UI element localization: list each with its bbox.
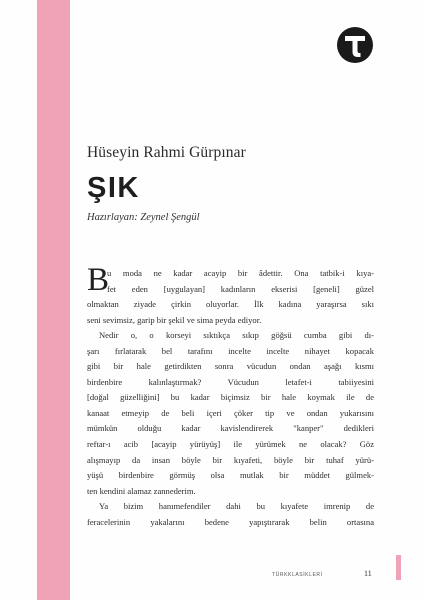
text-line: mümkün olduğu kadar kavislendirerek "kanper" dedikleri — [87, 423, 374, 434]
text-line: Nedir o, o korseyi sıktıkça sıkıp göğsü cumba gibi dı- — [99, 330, 374, 341]
series-label: TÜRKKLASİKLERİ — [272, 572, 323, 578]
editor-credit: Hazırlayan: Zeynel Şengül — [87, 212, 200, 223]
text-line: gibi bir hale getirdikten sonra vücudun ondan aşağı kısmı — [87, 361, 374, 372]
text-line: yüşü birdenbire görmüş olsa mutlak bir müddet gülmek- — [87, 470, 374, 481]
text-line: olmaktan ziyade çirkin oluyorlar. İlk kadına yaraşırsa sıkı — [87, 299, 374, 310]
drop-cap: B — [87, 262, 110, 298]
pink-margin-band — [37, 0, 70, 600]
text-line: ten kendini alamaz zannederim. — [87, 485, 196, 496]
text-line: kanaat etmeyip de beli içeri çöker tip ve ondan yukarısını — [87, 407, 374, 418]
page-number: 11 — [364, 569, 372, 578]
text-line: u moda ne kadar acayip bir âdettir. Ona tatbik-i kıya- — [107, 268, 374, 278]
author-name: Hüseyin Rahmi Gürpınar — [87, 144, 246, 161]
text-line: alışmayıp da insan böyle bir kıyafeti, böyle bir tuhaf yürü- — [87, 454, 374, 465]
pink-page-tab — [396, 555, 401, 580]
text-line: [doğal güzelliğini] bu kadar biçimsiz bir hale koymak ile de — [87, 392, 374, 403]
text-line: birdenbire kalınlaştırmak? Vücudun letafet-i tabiiyesini — [87, 376, 374, 387]
text-line: şarı fırlatarak bel tarafını incelte incelte nihayet kopacak — [87, 345, 374, 356]
body-text — [87, 262, 374, 530]
book-title: ŞIK — [87, 172, 140, 204]
text-line: fet eden [uygulayan] kadınların ekserisi [geneli] güzel — [107, 283, 374, 294]
text-line: reftar-ı acib [acayip yürüyüş] ile yürümek ne olacak? Göz — [87, 439, 374, 450]
publisher-logo-t-icon — [336, 26, 374, 64]
text-line: Ya bizim hanımefendiler dahi bu kıyafete imrenip de — [99, 501, 374, 512]
text-line: seni sevimsiz, garip bir şekil ve sima peyda ediyor. — [87, 314, 262, 325]
text-line: feracelerinin yakalarını bedene yapıştırarak belin ortasına — [87, 516, 374, 527]
